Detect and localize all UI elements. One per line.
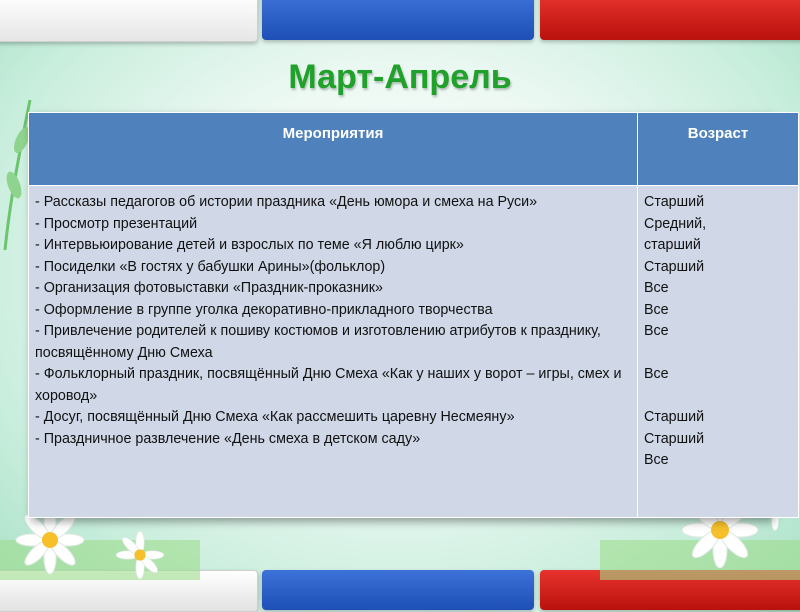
events-table: [28, 112, 799, 518]
activity-item: - Оформление в группе уголка декоративно-прикладного творчества: [35, 301, 493, 318]
events-table-container: [28, 112, 772, 518]
activity-item: - Посиделки «В гостях у бабушки Арины»(фольклор): [35, 258, 386, 275]
header-age: Возраст: [638, 113, 799, 186]
age-item: Старший: [644, 430, 705, 447]
activity-item: - Фольклорный праздник, посвящённый Дню Смеха «Как у наших у ворот – игры, смех и хоровод»: [35, 366, 622, 404]
ribbon-red-top: [540, 0, 800, 40]
header-activities: Мероприятия: [29, 113, 638, 186]
age-item: Все: [644, 323, 669, 339]
age-item: Старший: [644, 258, 705, 275]
age-item: [644, 343, 792, 365]
page-title: Март-Апрель: [288, 58, 512, 96]
age-item: Средний,: [644, 215, 707, 232]
activity-item: - Организация фотовыставки «Праздник-проказник»: [35, 280, 383, 296]
age-item: Все: [644, 452, 669, 468]
activity-item: - Просмотр презентаций: [35, 215, 198, 232]
ribbon-blue-bottom: [262, 570, 534, 610]
ribbon-blue-top: [262, 0, 534, 40]
age-item: Старший: [644, 194, 705, 210]
ribbon-white-top: [0, 0, 258, 42]
activity-item: - Праздничное развлечение «День смеха в детском саду»: [35, 430, 421, 447]
activity-item: - Досуг, посвящённый Дню Смеха «Как рассмешить царевну Несмеяну»: [35, 409, 515, 425]
age-item: Все: [644, 301, 669, 318]
activity-item: - Рассказы педагогов об истории праздника «День юмора и смеха на Руси»: [35, 194, 538, 210]
ages-cell: [638, 186, 799, 518]
table-header-row: [29, 113, 799, 186]
age-item: [644, 386, 792, 408]
table-row: [29, 186, 799, 518]
age-item: Старший: [644, 409, 705, 425]
activity-item: - Привлечение родителей к пошиву костюмов и изготовлению атрибутов к празднику, посвящённому Дню Смеха: [35, 323, 601, 361]
age-item: Все: [644, 280, 669, 296]
activity-item: - Интервьюирование детей и взрослых по теме «Я люблю цирк»: [35, 237, 464, 253]
activities-cell: [29, 186, 638, 518]
age-item: старший: [644, 237, 701, 253]
age-item: Все: [644, 366, 669, 382]
